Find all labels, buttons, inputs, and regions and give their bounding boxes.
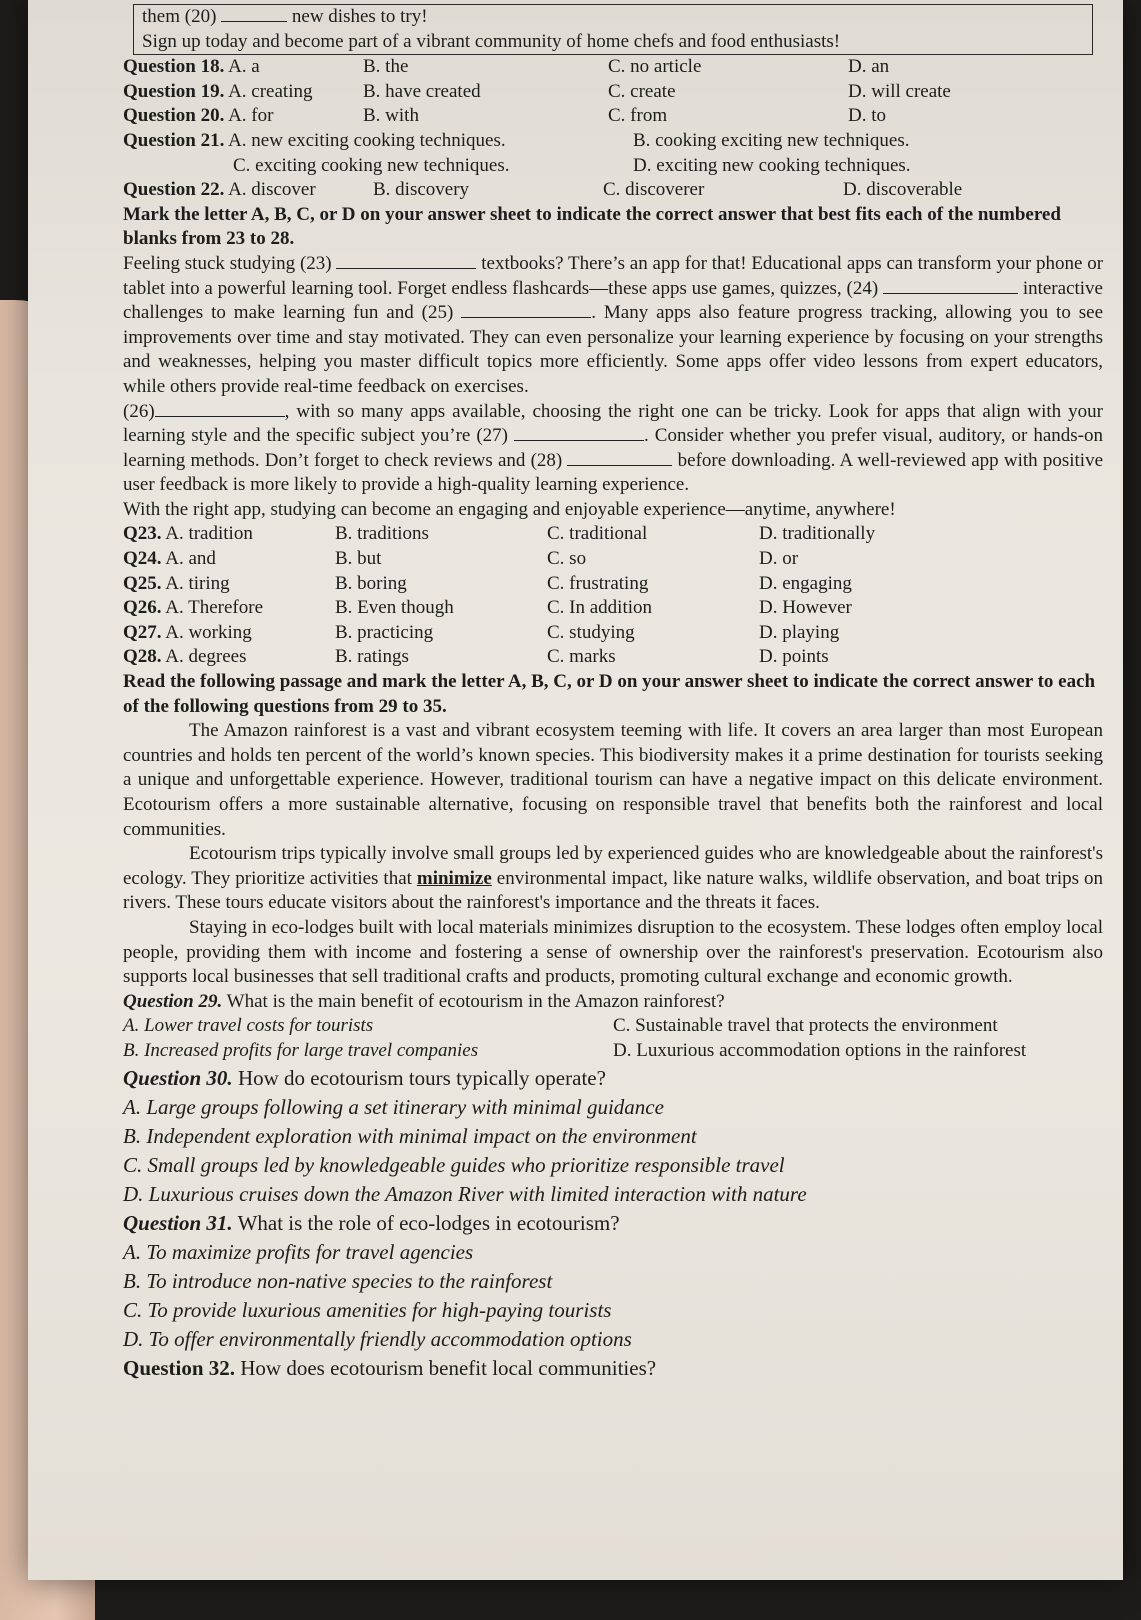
option-d: D. to xyxy=(848,105,886,127)
option-d: D. To offer environmentally friendly accommodation options xyxy=(123,1326,632,1351)
underlined-word: minimize xyxy=(416,867,492,889)
option-c: C. Small groups led by knowledgeable guides who prioritize responsible travel xyxy=(123,1152,785,1177)
question-label: Question 30. xyxy=(123,1065,233,1090)
passage-end-box xyxy=(133,4,1093,55)
option-a: A. creating xyxy=(228,80,313,102)
question-row xyxy=(123,645,1103,670)
question-row xyxy=(123,80,1103,105)
option-c: C. To provide luxurious amenities for high-paying tourists xyxy=(123,1297,612,1322)
option-d: D. traditionally xyxy=(759,523,876,545)
option-b: B. cooking exciting new techniques. xyxy=(633,129,910,151)
blank-26 xyxy=(155,400,285,417)
passage-text: (26) xyxy=(123,400,155,422)
passage-text: Feeling stuck studying (23) xyxy=(123,252,332,274)
instructions-23-28: Mark the letter A, B, C, or D on your answer sheet to indicate the correct answer that best fits each of the numbered blanks from 23 to 28. xyxy=(123,203,1061,250)
blank-23 xyxy=(336,252,476,269)
option-c: C. marks xyxy=(547,646,616,668)
question-label: Question 20. xyxy=(123,105,225,127)
question-row xyxy=(123,104,1103,129)
question-row xyxy=(123,55,1103,80)
option-d: D. an xyxy=(848,56,890,78)
question-text: What is the main benefit of ecotourism in the Amazon rainforest? xyxy=(226,990,725,1012)
option-c: C. Sustainable travel that protects the environment xyxy=(613,1015,998,1037)
option-d: D. Luxurious accommodation options in the rainforest xyxy=(613,1039,1027,1061)
option-c: C. so xyxy=(547,548,587,570)
question-label: Q26. xyxy=(123,597,162,619)
option-b: B. Increased profits for large travel companies xyxy=(123,1039,479,1061)
exam-content xyxy=(123,4,1103,1383)
passage-paragraph xyxy=(123,252,1103,400)
option-d: D. engaging xyxy=(759,572,852,594)
passage-29-35 xyxy=(123,719,1103,990)
option-c: C. studying xyxy=(547,621,635,643)
instructions-29-35: Read the following passage and mark the letter A, B, C, or D on your answer sheet to indicate the correct answer to each of the following questions from 29 to 35. xyxy=(123,671,1096,717)
question-label: Question 22. xyxy=(123,179,225,201)
option-c: C. In addition xyxy=(547,597,653,619)
question-label: Question 31. xyxy=(123,1210,233,1235)
option-d: D. playing xyxy=(759,621,840,643)
option-a: A. and xyxy=(165,548,216,570)
question-text: How do ecotourism tours typically operate? xyxy=(237,1065,606,1090)
option-b: B. have created xyxy=(363,80,481,102)
question-label: Question 18. xyxy=(123,56,225,78)
option-b: B. Independent exploration with minimal impact on the environment xyxy=(123,1123,697,1148)
question-label: Q28. xyxy=(123,646,162,668)
option-b: B. Even though xyxy=(335,597,454,619)
passage-paragraph xyxy=(123,400,1103,498)
option-b: B. but xyxy=(335,548,382,570)
option-a: A. new exciting cooking techniques. xyxy=(228,129,506,151)
question-31 xyxy=(123,1209,1103,1354)
option-a: A. tradition xyxy=(165,523,253,545)
option-d: D. exciting new cooking techniques. xyxy=(633,154,911,176)
question-label: Question 21. xyxy=(123,129,225,151)
option-a: A. a xyxy=(228,56,260,78)
option-d: D. However xyxy=(759,597,852,619)
question-label: Q25. xyxy=(123,572,162,594)
option-b: B. practicing xyxy=(335,621,434,643)
question-label: Question 32. xyxy=(123,1355,236,1380)
exam-paper xyxy=(28,0,1123,1580)
option-d: D. or xyxy=(759,548,799,570)
question-label: Q24. xyxy=(123,548,162,570)
question-row xyxy=(123,547,1103,572)
passage-text: interactive challenges to make learning fun and (25) xyxy=(123,277,1103,324)
option-d: D. discoverable xyxy=(843,179,963,201)
option-a: A. degrees xyxy=(165,646,247,668)
option-a: A. discover xyxy=(228,179,316,201)
option-b: B. discovery xyxy=(373,179,470,201)
question-row xyxy=(123,596,1103,621)
passage-paragraph: The Amazon rainforest is a vast and vibrant ecosystem teeming with life. It covers an area larger than most European countries and holds ten percent of the world’s known species. This biodiversity makes it a prime destination for tourists seeking a unique and unforgettable experience. However, traditional tourism can have a negative impact on this delicate environment. Ecotourism offers a more sustainable alternative, focusing on responsible travel that benefits both the rainforest and local communities. xyxy=(123,720,1103,840)
question-label: Q23. xyxy=(123,523,162,545)
question-label: Question 29. xyxy=(123,990,223,1012)
option-a: A. for xyxy=(228,105,274,127)
question-label: Q27. xyxy=(123,621,162,643)
question-29 xyxy=(123,990,1103,1064)
option-b: B. ratings xyxy=(335,646,409,668)
option-b: B. To introduce non-native species to the rainforest xyxy=(123,1268,553,1293)
question-label: Question 19. xyxy=(123,80,225,102)
option-c: C. from xyxy=(608,105,668,127)
box-line-1-prefix: them (20) xyxy=(142,6,217,27)
passage-paragraph: With the right app, studying can become an engaging and enjoyable experience—anytime, anywhere! xyxy=(123,498,896,520)
question-text: How does ecotourism benefit local communities? xyxy=(240,1355,657,1380)
passage-paragraph: Staying in eco-lodges built with local materials minimizes disruption to the ecosystem. These lodges often employ local people, providing them with income and fostering a sense of ownership over the rainforest's preservation. Ecotourism also supports local businesses that sell traditional crafts and products, promoting cultural exchange and economic growth. xyxy=(123,916,1103,988)
questions-18-20 xyxy=(123,55,1103,129)
option-a: A. working xyxy=(165,621,252,643)
option-c: C. exciting cooking new techniques. xyxy=(233,154,510,176)
blank-25 xyxy=(461,301,591,318)
option-d: D. will create xyxy=(848,80,951,102)
option-a: A. tiring xyxy=(165,572,230,594)
passage-text: textbooks? There’s an app for that! Educational apps can transform your phone or tablet into a powerful learning tool. Forget endless flashcards—these apps use games, quizzes, (24) xyxy=(123,252,1104,299)
option-a: A. To maximize profits for travel agencies xyxy=(123,1239,474,1264)
passage-paragraph xyxy=(123,842,1103,916)
option-c: C. discoverer xyxy=(603,179,705,201)
option-b: B. traditions xyxy=(335,523,429,545)
passage-text: . Consider whether you prefer visual, auditory, or hands-on learning methods. Don’t forget to check reviews and (28) xyxy=(123,425,1103,471)
option-c: C. frustrating xyxy=(547,572,649,594)
question-30 xyxy=(123,1064,1103,1209)
passage-text: environmental impact, like nature walks, wildlife observation, and boat trips on rivers. These tours educate visitors about the rainforest's importance and the threats it faces. xyxy=(123,867,1104,914)
question-32 xyxy=(123,1354,1103,1383)
question-21 xyxy=(123,129,1103,178)
passage-text: Ecotourism trips typically involve small groups led by experienced guides who are knowledgeable about the rainforest's ecology. They prioritize activities that xyxy=(123,843,1103,889)
option-b: B. boring xyxy=(335,572,407,594)
option-c: C. no article xyxy=(608,56,702,78)
passage-text: before downloading. A well-reviewed app with positive user feedback is more likely to provide a high-quality learning experience. xyxy=(123,449,1103,496)
blank-27 xyxy=(514,424,644,441)
option-b: B. the xyxy=(363,56,409,78)
blank-24 xyxy=(883,277,1018,294)
box-line-1-suffix: new dishes to try! xyxy=(291,6,428,27)
option-a: A. Lower travel costs for tourists xyxy=(123,1015,374,1037)
option-c: C. create xyxy=(608,80,676,102)
questions-23-28 xyxy=(123,522,1103,670)
option-c: C. traditional xyxy=(547,523,648,545)
question-row xyxy=(123,522,1103,547)
option-d: D. points xyxy=(759,646,829,668)
blank-28 xyxy=(567,449,672,466)
question-22 xyxy=(123,178,1103,203)
option-a: A. Large groups following a set itinerary with minimal guidance xyxy=(123,1094,664,1119)
box-line-2: Sign up today and become part of a vibrant community of home chefs and food enthusiasts! xyxy=(142,30,841,52)
question-row xyxy=(123,621,1103,646)
blank-20 xyxy=(221,5,287,22)
question-row xyxy=(123,572,1103,597)
passage-text: , with so many apps available, choosing the right one can be tricky. Look for apps that align with your learning style and the specific subject you’re (27) xyxy=(123,400,1103,447)
option-d: D. Luxurious cruises down the Amazon River with limited interaction with nature xyxy=(123,1181,807,1206)
option-a: A. Therefore xyxy=(165,597,263,619)
box-line-1 xyxy=(142,5,1084,30)
passage-23-28 xyxy=(123,252,1103,523)
option-b: B. with xyxy=(363,105,419,127)
passage-text: . Many apps also feature progress tracking, allowing you to see improvements over time and stay motivated. They can even personalize your learning experience by focusing on your strengths and weaknesses, helping you master difficult topics more efficiently. Some apps offer video lessons from expert educators, while others provide real-time feedback on exercises. xyxy=(123,302,1104,397)
question-text: What is the role of eco-lodges in ecotourism? xyxy=(237,1210,620,1235)
